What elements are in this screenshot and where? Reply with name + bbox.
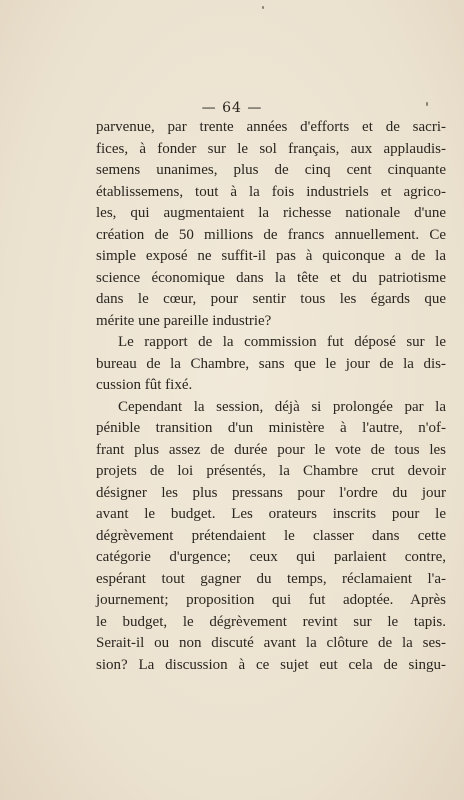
text-line: espérant tout gagner du temps, réclamaient l'a- bbox=[96, 570, 446, 587]
text-line: le budget, le dégrèvement revint sur le tapis. bbox=[96, 613, 446, 630]
text-line: Serait-il ou non discuté avant la clôture de la ses- bbox=[96, 635, 446, 651]
text-line: dégrèvement prétendaient le classer dans cette bbox=[96, 527, 446, 544]
page-number: — 64 — bbox=[201, 100, 263, 116]
text-line: désigner les plus pressans pour l'ordre du jour bbox=[96, 484, 446, 501]
text-line: dans le cœur, pour sentir tous les égards que bbox=[96, 291, 446, 307]
text-line: bureau de la Chambre, sans que le jour de la dis- bbox=[96, 355, 446, 372]
text-line: établissemens, tout à la fois industriels et agrico- bbox=[96, 183, 446, 200]
text-line: catégorie d'urgence; ceux qui parlaient contre, bbox=[96, 549, 446, 565]
paper-speck bbox=[262, 6, 264, 9]
text-line: cussion fût fixé. bbox=[96, 377, 193, 393]
text-line: Cependant la session, déjà si prolongée par la bbox=[118, 398, 446, 415]
text-line: semens unanimes, plus de cinq cent cinquante bbox=[96, 162, 446, 178]
text-line: projets de loi présentés, la Chambre crut devoir bbox=[96, 463, 446, 479]
text-line: pénible transition d'un ministère à l'autre, n'of- bbox=[96, 420, 446, 436]
text-line: science économique dans la tête et du patriotisme bbox=[96, 269, 446, 286]
text-line: parvenue, par trente années d'efforts et de sacri- bbox=[96, 119, 446, 135]
text-line: Le rapport de la commission fut déposé sur le bbox=[118, 334, 446, 350]
text-line: frant plus assez de durée pour le vote de tous les bbox=[96, 441, 446, 458]
text-line: sion? La discussion à ce sujet eut cela de singu- bbox=[96, 656, 446, 673]
text-line: mérite une pareille industrie? bbox=[96, 312, 272, 329]
text-line: création de 50 millions de francs annuellement. Ce bbox=[96, 226, 446, 243]
text-line: les, qui augmentaient la richesse nationale d'une bbox=[96, 205, 446, 221]
text-line: journement; proposition qui fut adoptée. Après bbox=[96, 592, 446, 608]
body-text bbox=[96, 117, 446, 676]
text-line: avant le budget. Les orateurs inscrits pour le bbox=[96, 506, 446, 522]
text-line: fices, à fonder sur le sol français, aux applaudis- bbox=[96, 140, 446, 157]
text-line: simple exposé ne suffit-il pas à quiconque a de la bbox=[96, 248, 446, 264]
